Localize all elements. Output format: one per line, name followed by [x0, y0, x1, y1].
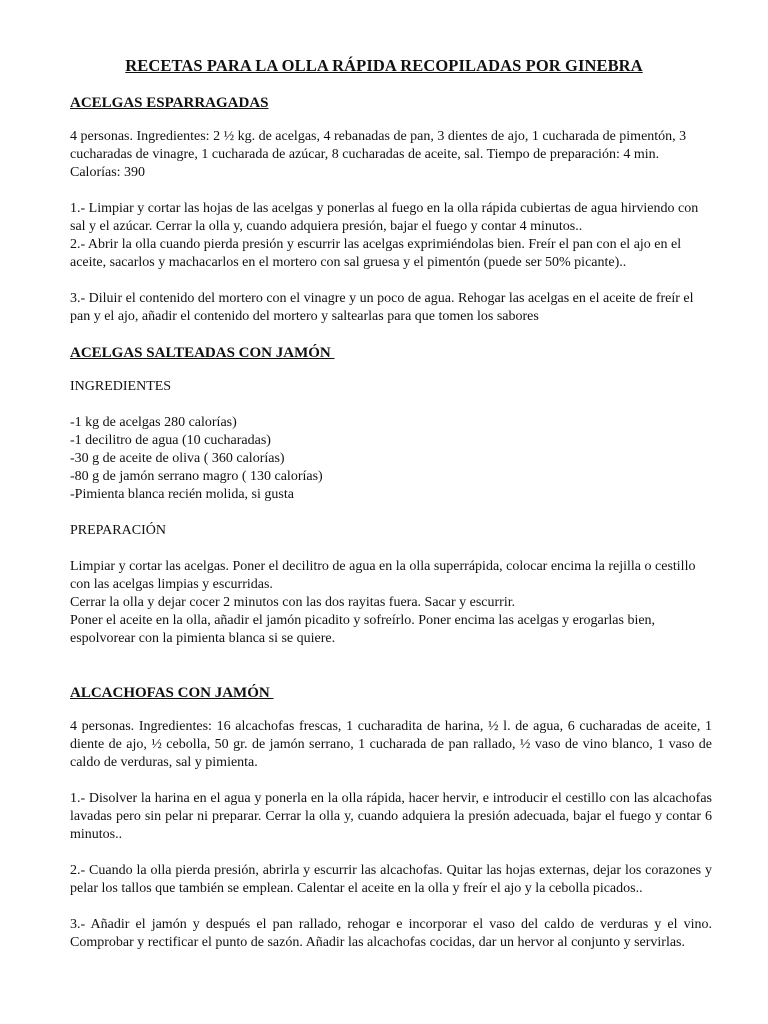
- recipe-intro: 4 personas. Ingredientes: 2 ½ kg. de acelgas, 4 rebanadas de pan, 3 dientes de ajo, 1 cucharada de pimentón, 3 cucharadas de vinagre, 1 cucharada de azúcar, 8 cucharadas de aceite, sal. Tiempo de preparación: 4 min. Calorías: 390: [70, 129, 687, 180]
- ingredients-list: [70, 414, 712, 504]
- recipe-heading: ACELGAS SALTEADAS CON JAMÓN: [70, 345, 335, 361]
- document-body: [70, 94, 712, 952]
- preparation-step: Poner el aceite en la olla, añadir el jamón picadito y sofreírlo. Poner encima las acelgas y erogarlas bien, espolvorear con la pimienta blanca si se quiere.: [70, 613, 656, 646]
- preparation-step: Cerrar la olla y dejar cocer 2 minutos con las dos rayitas fuera. Sacar y escurrir.: [70, 595, 516, 610]
- preparation-label: PREPARACIÓN: [70, 523, 166, 538]
- ingredient-item: -1 kg de acelgas 280 calorías): [70, 415, 237, 430]
- ingredients-label: INGREDIENTES: [70, 379, 172, 394]
- ingredient-item: -Pimienta blanca recién molida, si gusta: [70, 487, 294, 502]
- ingredient-item: -1 decilitro de agua (10 cucharadas): [70, 433, 271, 448]
- document-title: RECETAS PARA LA OLLA RÁPIDA RECOPILADAS POR GINEBRA: [125, 56, 643, 75]
- recipe-heading: ALCACHOFAS CON JAMÓN: [70, 685, 274, 701]
- recipe-step: 3.- Añadir el jamón y después el pan rallado, rehogar e incorporar el vaso del caldo de verduras y el vino. Comprobar y rectificar el punto de sazón. Añadir las alcachofas cocidas, dar un hervor al conjunto y servirlas.: [70, 917, 712, 950]
- preparation-step: Limpiar y cortar las acelgas. Poner el decilitro de agua en la olla superrápida, colocar encima la rejilla o cestillo con las acelgas limpias y escurridas.: [70, 559, 696, 592]
- recipe-heading: ACELGAS ESPARRAGADAS: [70, 95, 269, 111]
- ingredient-item: -30 g de aceite de oliva ( 360 calorías): [70, 451, 285, 466]
- recipe-intro: 4 personas. Ingredientes: 16 alcachofas frescas, 1 cucharadita de harina, ½ l. de agua, 6 cucharadas de aceite, 1 diente de ajo, ½ cebolla, 50 gr. de jamón serrano, 1 cucharada de pan rallado, ½ vaso de vino blanco, 1 vaso de caldo de verduras, sal y pimienta.: [70, 719, 712, 770]
- recipe-acelgas-esparragadas: [70, 94, 712, 326]
- recipe-step: 3.- Diluir el contenido del mortero con el vinagre y un poco de agua. Rehogar las acelgas en el aceite de freír el pan y el ajo, añadir el contenido del mortero y saltearlas para que tomen los sabores: [70, 291, 694, 324]
- recipe-alcachofas-con-jamon: [70, 684, 712, 952]
- ingredient-item: -80 g de jamón serrano magro ( 130 calorías): [70, 469, 323, 484]
- recipe-step: 1.- Disolver la harina en el agua y ponerla en la olla rápida, hacer hervir, e introducir el cestillo con las alcachofas lavadas pero sin pelar ni preparar. Cerrar la olla y, cuando adquiera la presión adecuada, bajar el fuego y contar 6 minutos..: [70, 791, 712, 842]
- recipe-step: 2.- Cuando la olla pierda presión, abrirla y escurrir las alcachofas. Quitar las hojas externas, dejar los corazones y pelar los tallos que también se emplean. Calentar el aceite en la olla y freír el ajo y la cebolla picados..: [70, 863, 712, 896]
- recipe-acelgas-salteadas: [70, 344, 712, 648]
- recipe-step: 2.- Abrir la olla cuando pierda presión y escurrir las acelgas exprimiéndolas bien. Freír el pan con el ajo en el aceite, sacarlos y machacarlos en el mortero con sal gruesa y el pimentón (puede ser 50% picante)..: [70, 237, 682, 270]
- recipe-step: 1.- Limpiar y cortar las hojas de las acelgas y ponerlas al fuego en la olla rápida cubiertas de agua hirviendo con sal y el azúcar. Cerrar la olla y, cuando adquiera presión, bajar el fuego y contar 4 minutos..: [70, 201, 699, 234]
